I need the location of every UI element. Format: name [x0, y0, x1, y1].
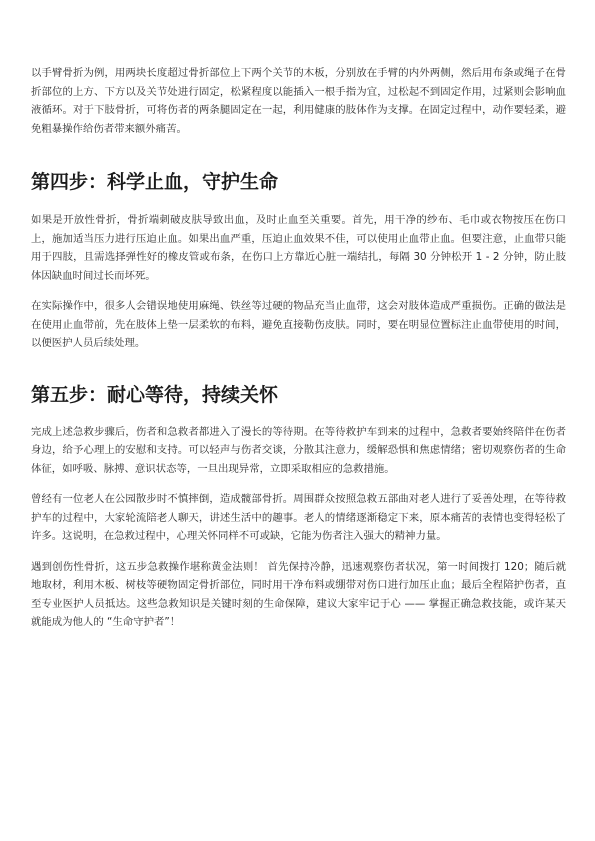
step4-paragraph: 如果是开放性骨折，骨折端刺破皮肤导致出血，及时止血至关重要。首先，用干净的纱布、毛巾或衣物按压在伤口上，施加适当压力进行压迫止血。如果出血严重，压迫止血效果不佳，可以使用止血带止血。但要注意，止血带只能用于四肢，且需选择弹性好的橡皮管或布条，在伤口上方靠近心脏一端结扎，每隔 30 分钟松开 1 - 2 分钟，防止肢体因缺血时间过长而坏死。 [31, 214, 566, 282]
step5-heading: 第五步：耐心等待，持续关怀 [31, 383, 279, 406]
step5-paragraph: 遇到创伤性骨折，这五步急救操作堪称黄金法则！ 首先保持冷静，迅速观察伤者状况，第一时间拨打 120；随后就地取材，利用木板、树枝等硬物固定骨折部位，同时用干净布料或绷带对伤口进行加压止血；最后全程陪护伤者，直至专业医护人员抵达。这些急救知识是关键时刻的生命保障，建议大家牢记于心 —— 掌握正确急救技能，或许某天就能成为他人的 “生命守护者”！ [31, 560, 566, 628]
step5-paragraph: 完成上述急救步骤后，伤者和急救者都进入了漫长的等待期。在等待救护车到来的过程中，急救者要始终陪伴在伤者身边，给予心理上的安慰和支持。可以轻声与伤者交谈，分散其注意力，缓解恐惧和焦虑情绪；密切观察伤者的生命体征，如呼吸、脉搏、意识状态等，一旦出现异常，立即采取相应的急救措施。 [31, 425, 566, 475]
intro-paragraph: 以手臂骨折为例，用两块长度超过骨折部位上下两个关节的木板，分别放在手臂的内外两侧，然后用布条或绳子在骨折部位的上方、下方以及关节处进行固定，松紧程度以能插入一根手指为宜，过松起不到固定作用，过紧则会影响血液循环。对于下肢骨折，可将伤者的两条腿固定在一起，利用健康的肢体作为支撑。在固定过程中，动作要轻柔，避免粗暴操作给伤者带来额外痛苦。 [31, 67, 566, 135]
document-page [31, 64, 566, 632]
step4-heading: 第四步：科学止血，守护生命 [31, 171, 279, 193]
step5-paragraph: 曾经有一位老人在公园散步时不慎摔倒，造成髋部骨折。周围群众按照急救五部曲对老人进行了妥善处理，在等待救护车的过程中，大家轮流陪老人聊天，讲述生活中的趣事。老人的情绪逐渐稳定下来，原本痛苦的表情也变得轻松了许多。这说明，在急救过程中，心理关怀同样不可或缺，它能为伤者注入强大的精神力量。 [31, 493, 566, 542]
step4-paragraph: 在实际操作中，很多人会错误地使用麻绳、铁丝等过硬的物品充当止血带，这会对肢体造成严重损伤。正确的做法是在使用止血带前，先在肢体上垫一层柔软的布料，避免直接勒伤皮肤。同时，要在明显位置标注止血带使用的时间，以便医护人员后续处理。 [31, 300, 566, 349]
